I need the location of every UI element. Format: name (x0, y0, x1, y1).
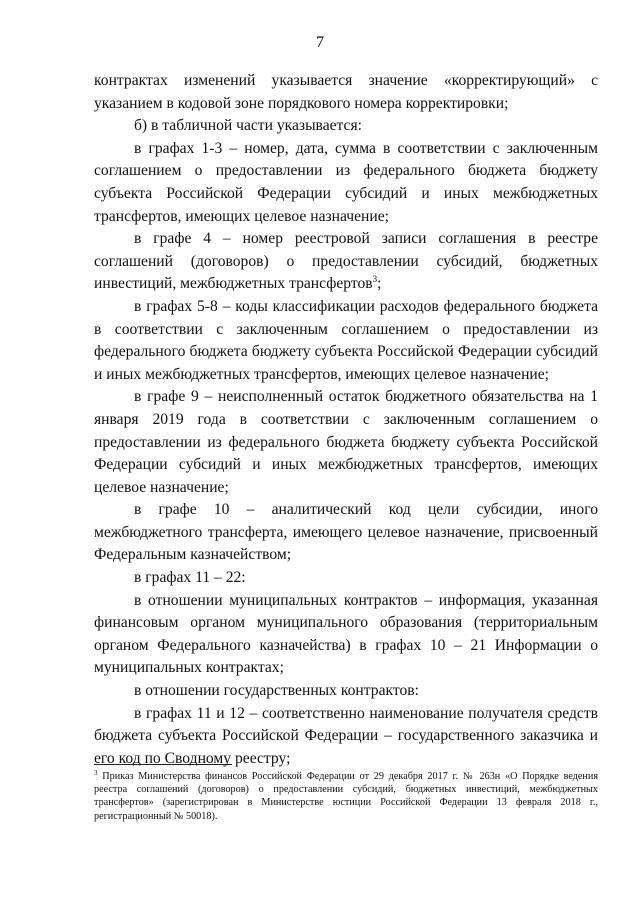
footnote-reference: 3 (372, 274, 378, 285)
paragraph-municipal-contracts: в отношении муниципальных контрактов – информация, указанная финансовым органом муниципального образования (территориальным органом Федерального казначейства) в графах 10 – 21 Информации о муниципальных контрактах; (94, 591, 598, 677)
paragraph-continuation: контрактах изменений указывается значение «корректирующий» с указанием в кодовой зоне порядкового номера корректировки; (94, 72, 598, 112)
footnote-mark: 3 (94, 769, 98, 777)
footnote-separator (94, 764, 232, 765)
paragraph-column-10: в графе 10 – аналитический код цели субсидии, иного межбюджетного трансферта, имеющего целевое назначение, присвоенный Федеральным казначейством; (94, 501, 598, 564)
paragraph-table-part-heading: б) в табличной части указывается: (134, 117, 362, 135)
paragraph-column-4-text: в графе 4 – номер реестровой записи соглашения в реестре соглашений (договоров) о предоставлении субсидий, бюджетных инвестиций, межбюджетных трансфертов (94, 230, 598, 293)
footnote (94, 770, 598, 823)
paragraph-columns-5-8: в графах 5-8 – коды классификации расходов федерального бюджета в соответствии с заключенным соглашением о предоставлении из федерального бюджета бюджету субъекта Российской Федерации субсидий и иных межбюджетных трансфертов, имеющих целевое назначение; (94, 297, 598, 383)
page-number: 7 (316, 34, 324, 51)
paragraph-columns-1-3: в графах 1-3 – номер, дата, сумма в соответствии с заключенным соглашением о предоставлении из федерального бюджета бюджету субъекта Российской Федерации субсидий и иных межбюджетных трансфертов, имеющих целевое назначение; (94, 139, 598, 225)
footnote-reference-trailing: ; (377, 275, 382, 293)
paragraph-state-contracts: в отношении государственных контрактов: (134, 682, 419, 700)
paragraph-columns-11-22: в графах 11 – 22: (134, 569, 246, 587)
paragraph-column-9: в графе 9 – неисполненный остаток бюджетного обязательства на 1 января 2019 года в соответствии с заключенным соглашением о предоставлении из федерального бюджета бюджету субъекта Российской Федерации субсидий и иных межбюджетных трансфертов, имеющих целевое назначение; (94, 388, 598, 496)
footnote-text: Приказ Министерства финансов Российской Федерации от 29 декабря 2017 г. № 263н «О Порядке ведения реестра соглашений (договоров) о предоставлении субсидий, бюджетных инвестиций, межбюджетных трансфертов» (зарегистрирован в Министерстве юстиции Российской Федерации 13 февраля 2018 г., регистрационный № 50018). (94, 771, 599, 822)
paragraph-column-4 (94, 228, 598, 296)
body-text (94, 70, 598, 770)
paragraph-columns-11-12: в графах 11 и 12 – соответственно наименование получателя средств бюджета субъекта Российской Федерации – государственного заказчика и его код по Сводному реестру; (94, 704, 598, 767)
